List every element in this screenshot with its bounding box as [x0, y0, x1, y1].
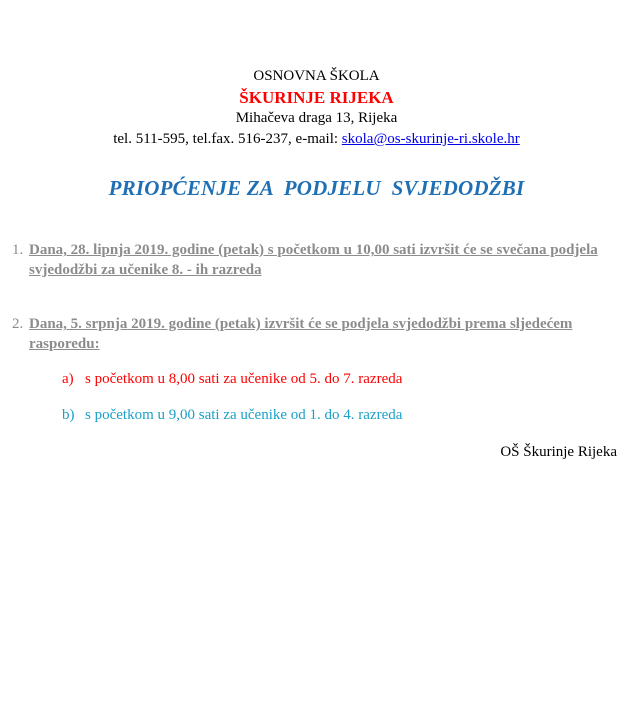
- email-link[interactable]: skola@os-skurinje-ri.skole.hr: [341, 131, 520, 147]
- schedule-item-b: [62, 405, 402, 425]
- list-item-text: Dana, 5. srpnja 2019. godine (petak) izvršit će se podjela svjedodžbi prema sljedećem rasporedu:: [29, 316, 573, 352]
- school-type: OSNOVNA ŠKOLA: [253, 68, 380, 84]
- list-item-text: Dana, 28. lipnja 2019. godine (petak) s početkom u 10,00 sati izvršit će se svečana podjela svjedodžbi za učenike 8. - ih razreda: [29, 242, 598, 278]
- list-item: [12, 240, 612, 280]
- document-header: [0, 66, 633, 150]
- list-item: [12, 314, 612, 354]
- schedule-text: s početkom u 8,00 sati za učenike od 5. do 7. razreda: [85, 371, 403, 387]
- contact-line: [0, 129, 633, 150]
- list-item-number: 2.: [12, 316, 24, 332]
- phone-numbers: tel. 511-595, tel.fax. 516-237, e-mail:: [113, 131, 342, 147]
- school-address: Mihačeva draga 13, Rijeka: [235, 110, 398, 126]
- list-item-number: 1.: [12, 242, 24, 258]
- signature: OŠ Škurinje Rijeka: [500, 444, 617, 460]
- schedule-item-a: [62, 369, 402, 389]
- schedule-text: s početkom u 9,00 sati za učenike od 1. do 4. razreda: [85, 407, 403, 423]
- announcement-title: PRIOPĆENJE ZA PODJELU SVJEDODŽBI: [108, 176, 525, 200]
- schedule-letter: a): [62, 371, 74, 387]
- schedule-letter: b): [62, 407, 75, 423]
- school-name: ŠKURINJE RIJEKA: [239, 88, 394, 107]
